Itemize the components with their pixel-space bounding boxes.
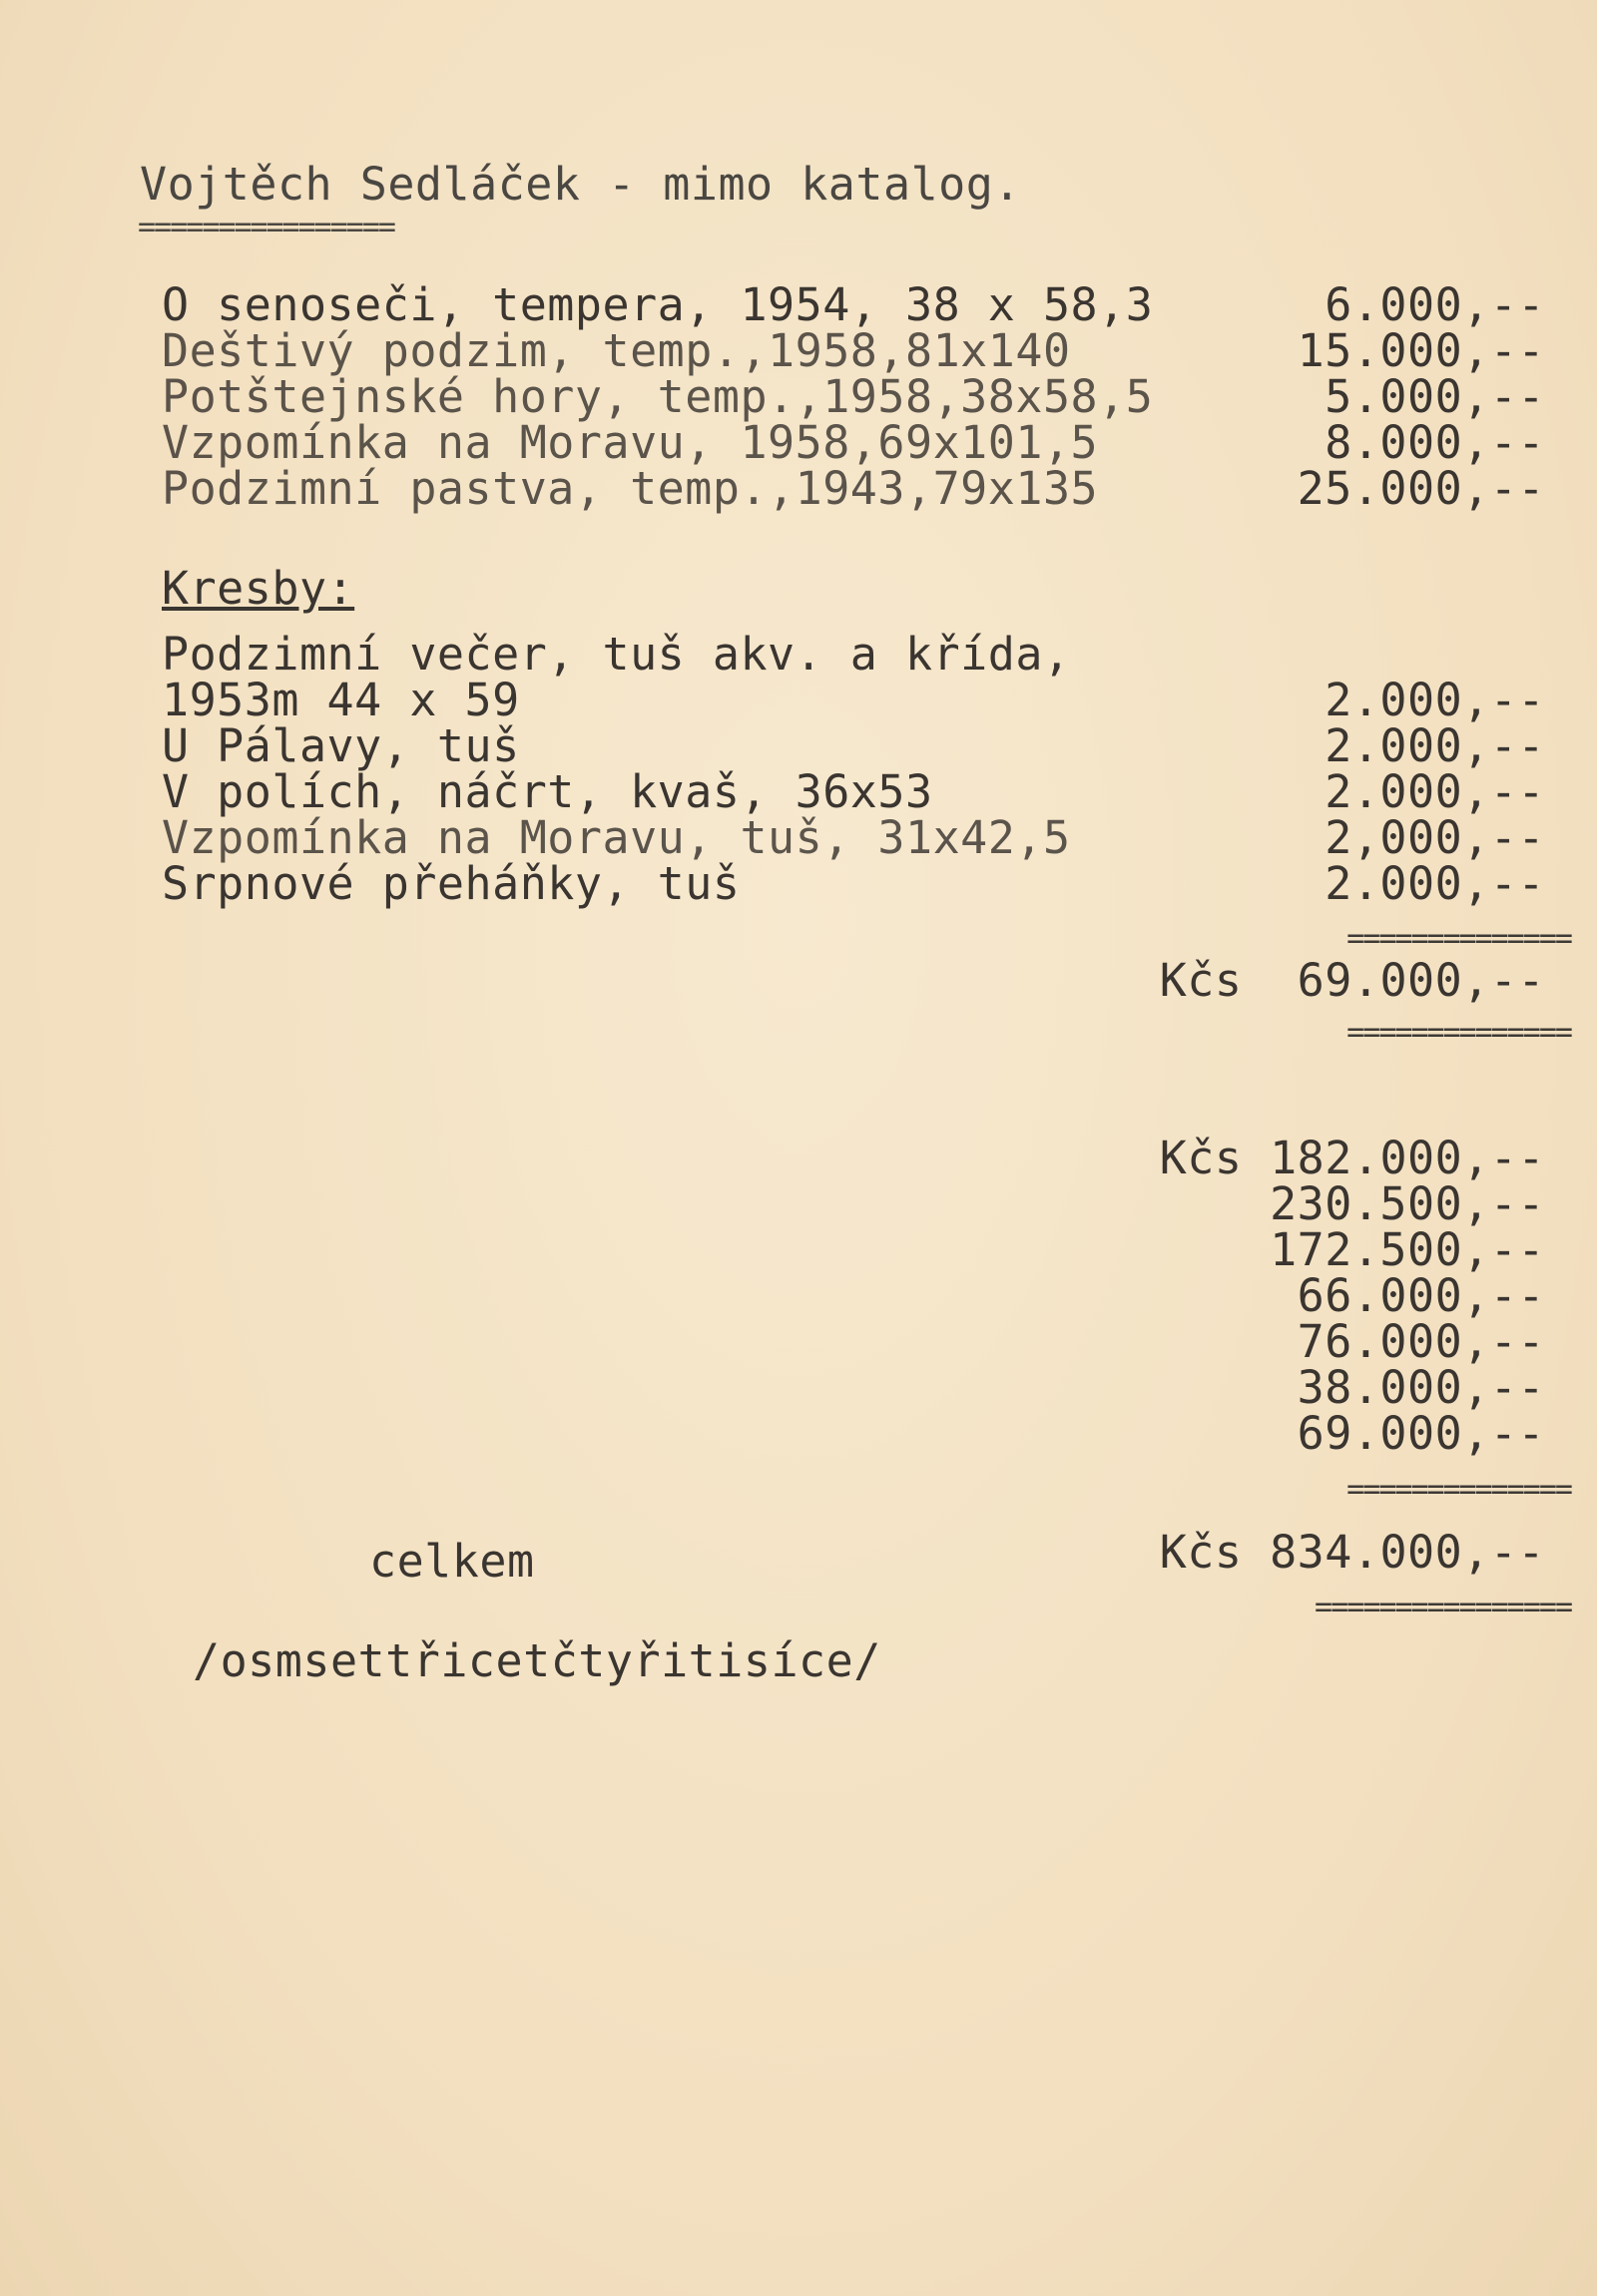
drawings-heading: Kresby: <box>162 562 355 615</box>
subtotal: Kčs 69.000,-- <box>1159 954 1545 1007</box>
painting-price: 25.000,-- <box>1297 462 1545 515</box>
drawing-desc: 1953m 44 x 59 <box>162 674 520 726</box>
drawing-desc: V polích, náčrt, kvaš, 36x53 <box>162 765 933 818</box>
heading-underline: ================ <box>138 210 394 244</box>
summary-amount: 69.000,-- <box>1297 1407 1545 1460</box>
document-heading: Vojtěch Sedláček - mimo katalog. <box>140 158 1021 211</box>
drawing-price: 2,000,-- <box>1325 811 1545 864</box>
painting-price: 15.000,-- <box>1297 324 1545 377</box>
total-in-words: /osmsettřicetčtyřitisíce/ <box>193 1634 881 1687</box>
subtotal-rule-top: ============== <box>1346 921 1571 956</box>
painting-desc: Podzimní pastva, temp.,1943,79x135 <box>162 462 1099 515</box>
drawing-price: 2.000,-- <box>1325 765 1545 818</box>
painting-desc: Deštivý podzim, temp.,1958,81x140 <box>162 324 1071 377</box>
painting-price: 8.000,-- <box>1325 416 1545 469</box>
subtotal-rule-bottom: ============== <box>1346 1015 1571 1050</box>
drawing-price: 2.000,-- <box>1325 857 1545 910</box>
painting-desc: O senoseči, tempera, 1954, 38 x 58,3 <box>162 278 1154 331</box>
drawing-desc: Srpnové přeháňky, tuš <box>162 857 741 910</box>
painting-desc: Vzpomínka na Moravu, 1958,69x101,5 <box>162 416 1099 469</box>
summary-amount: 230.500,-- <box>1270 1177 1545 1230</box>
summary-amount: 38.000,-- <box>1297 1361 1545 1414</box>
drawing-desc: U Pálavy, tuš <box>162 719 520 772</box>
drawing-price: 2.000,-- <box>1325 674 1545 726</box>
drawing-price: 2.000,-- <box>1325 719 1545 772</box>
painting-desc: Potštejnské hory, temp.,1958,38x58,5 <box>162 370 1154 423</box>
total-double-rule: ================ <box>1315 1590 1571 1624</box>
drawing-desc: Vzpomínka na Moravu, tuš, 31x42,5 <box>162 811 1071 864</box>
painting-price: 6.000,-- <box>1325 278 1545 331</box>
grand-total: Kčs 834.000,-- <box>1159 1526 1545 1579</box>
drawing-desc: Podzimní večer, tuš akv. a křída, <box>162 628 1071 681</box>
summary-amount: 172.500,-- <box>1270 1223 1545 1276</box>
summary-amount: 76.000,-- <box>1297 1315 1545 1368</box>
summary-amount: Kčs 182.000,-- <box>1159 1132 1545 1184</box>
painting-price: 5.000,-- <box>1325 370 1545 423</box>
summary-amount: 66.000,-- <box>1297 1269 1545 1322</box>
total-label: celkem <box>369 1535 535 1588</box>
total-rule: ============== <box>1346 1472 1571 1507</box>
